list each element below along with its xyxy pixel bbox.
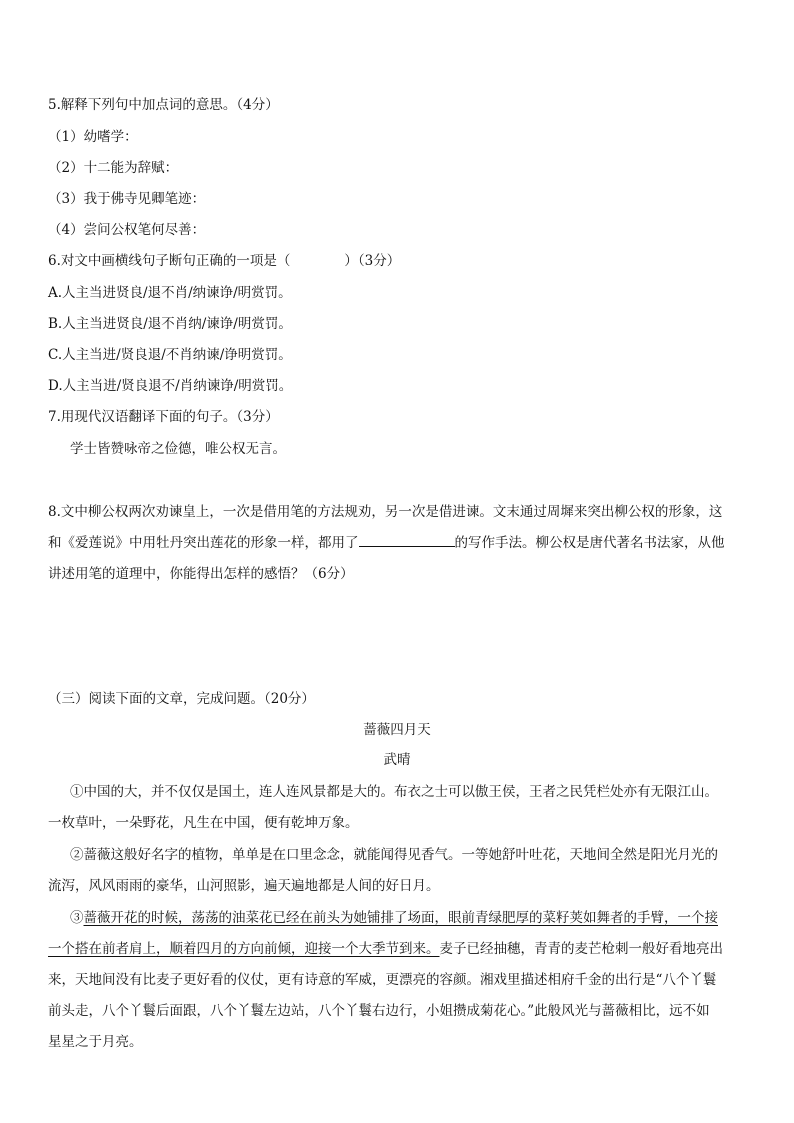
q5-item-1: （1）幼嗜学：	[48, 129, 138, 145]
answer-blank[interactable]	[359, 534, 455, 547]
underlined-sentence-part-1: 蔷薇开花的时候，荡荡的油菜花已经在前头为她铺排了场面，眼前青绿肥厚的菜籽荚如舞者的手臂，一个接	[83, 910, 718, 926]
section-heading: （三）阅读下面的文章，完成问题。（20分）	[48, 691, 315, 707]
q8-line-2-end: 的写作手法。柳公权是唐代著名书法家，从他	[454, 535, 725, 551]
underlined-sentence-part-2: 一个搭在前者肩上，顺着四月的方向前倾，迎接一个大季节到来。	[48, 941, 440, 957]
q6-option-b: B.人主当进贤良/退不肖纳/谏诤/明赏罚。	[48, 316, 292, 332]
paragraph-3-line-2-rest: 麦子已经抽穗，青青的麦芒枪刺一般好看地亮出	[439, 941, 723, 957]
q5-stem: 5.解释下列句中加点词的意思。（4分）	[48, 97, 279, 113]
q8-line-2	[48, 533, 725, 553]
q5-item-2: （2）十二能为辞赋：	[48, 160, 179, 176]
q6-option-a: A.人主当进贤良/退不肖/纳谏诤/明赏罚。	[48, 285, 292, 301]
q8-line-1: 8.文中柳公权两次劝谏皇上，一次是借用笔的方法规劝，另一次是借进谏。文末通过周墀来突出柳公权的形象，这	[48, 504, 723, 520]
article-title: 蔷薇四月天	[363, 722, 431, 738]
q8-line-2-start: 和《爱莲说》中用牡丹突出莲花的形象一样，都用了	[48, 535, 359, 551]
q5-item-4: （4）尝问公权笔何尽善：	[48, 222, 206, 238]
paragraph-2-line-2: 流泻，风风雨雨的豪华，山河照影，遍天遍地都是人间的好日月。	[48, 878, 440, 894]
paragraph-3-line-2	[48, 939, 723, 959]
q7-stem: 7.用现代汉语翻译下面的句子。（3分）	[48, 409, 279, 425]
q7-sentence: 学士皆赞咏帝之俭德，唯公权无言。	[70, 441, 286, 457]
paragraph-3-marker: ③	[70, 910, 84, 926]
q6-option-c: C.人主当进/贤良退/不肖纳谏/诤明赏罚。	[48, 347, 292, 363]
paragraph-3-line-5: 星星之于月亮。	[48, 1034, 143, 1050]
paragraph-3-line-4: 前头走，八个丫鬟后面跟，八个丫鬟左边站，八个丫鬟右边行，小姐攒成菊花心。”此般风光与蔷薇相比，远不如	[48, 1003, 710, 1019]
q5-item-3: （3）我于佛寺见卿笔迹：	[48, 191, 206, 207]
q8-line-3: 讲述用笔的道理中，你能得出怎样的感悟？（6分）	[48, 566, 354, 582]
q6-option-d: D.人主当进/贤良退不/肖纳谏诤/明赏罚。	[48, 378, 293, 394]
paragraph-1-line-2: 一枚草叶，一朵野花，凡生在中国，便有乾坤万象。	[48, 815, 359, 831]
paragraph-3-line-1	[70, 908, 718, 928]
paragraph-2-line-1: ②蔷薇这般好名字的植物，单单是在口里念念，就能闻得见香气。一等她舒叶吐花，天地间全然是阳光月光的	[70, 847, 718, 863]
q6-stem: 6.对文中画横线句子断句正确的一项是（ ）（3分）	[48, 253, 401, 269]
paragraph-1-line-1: ①中国的大，并不仅仅是国土，连人连风景都是大的。布衣之士可以傲王侯，王者之民凭栏处亦有无限江山。	[70, 784, 718, 800]
article-author: 武晴	[383, 752, 411, 768]
paragraph-3-line-3: 来，天地间没有比麦子更好看的仪仗，更有诗意的军威，更漂亮的容颜。湘戏里描述相府千金的出行是“八个丫鬟	[48, 972, 717, 988]
